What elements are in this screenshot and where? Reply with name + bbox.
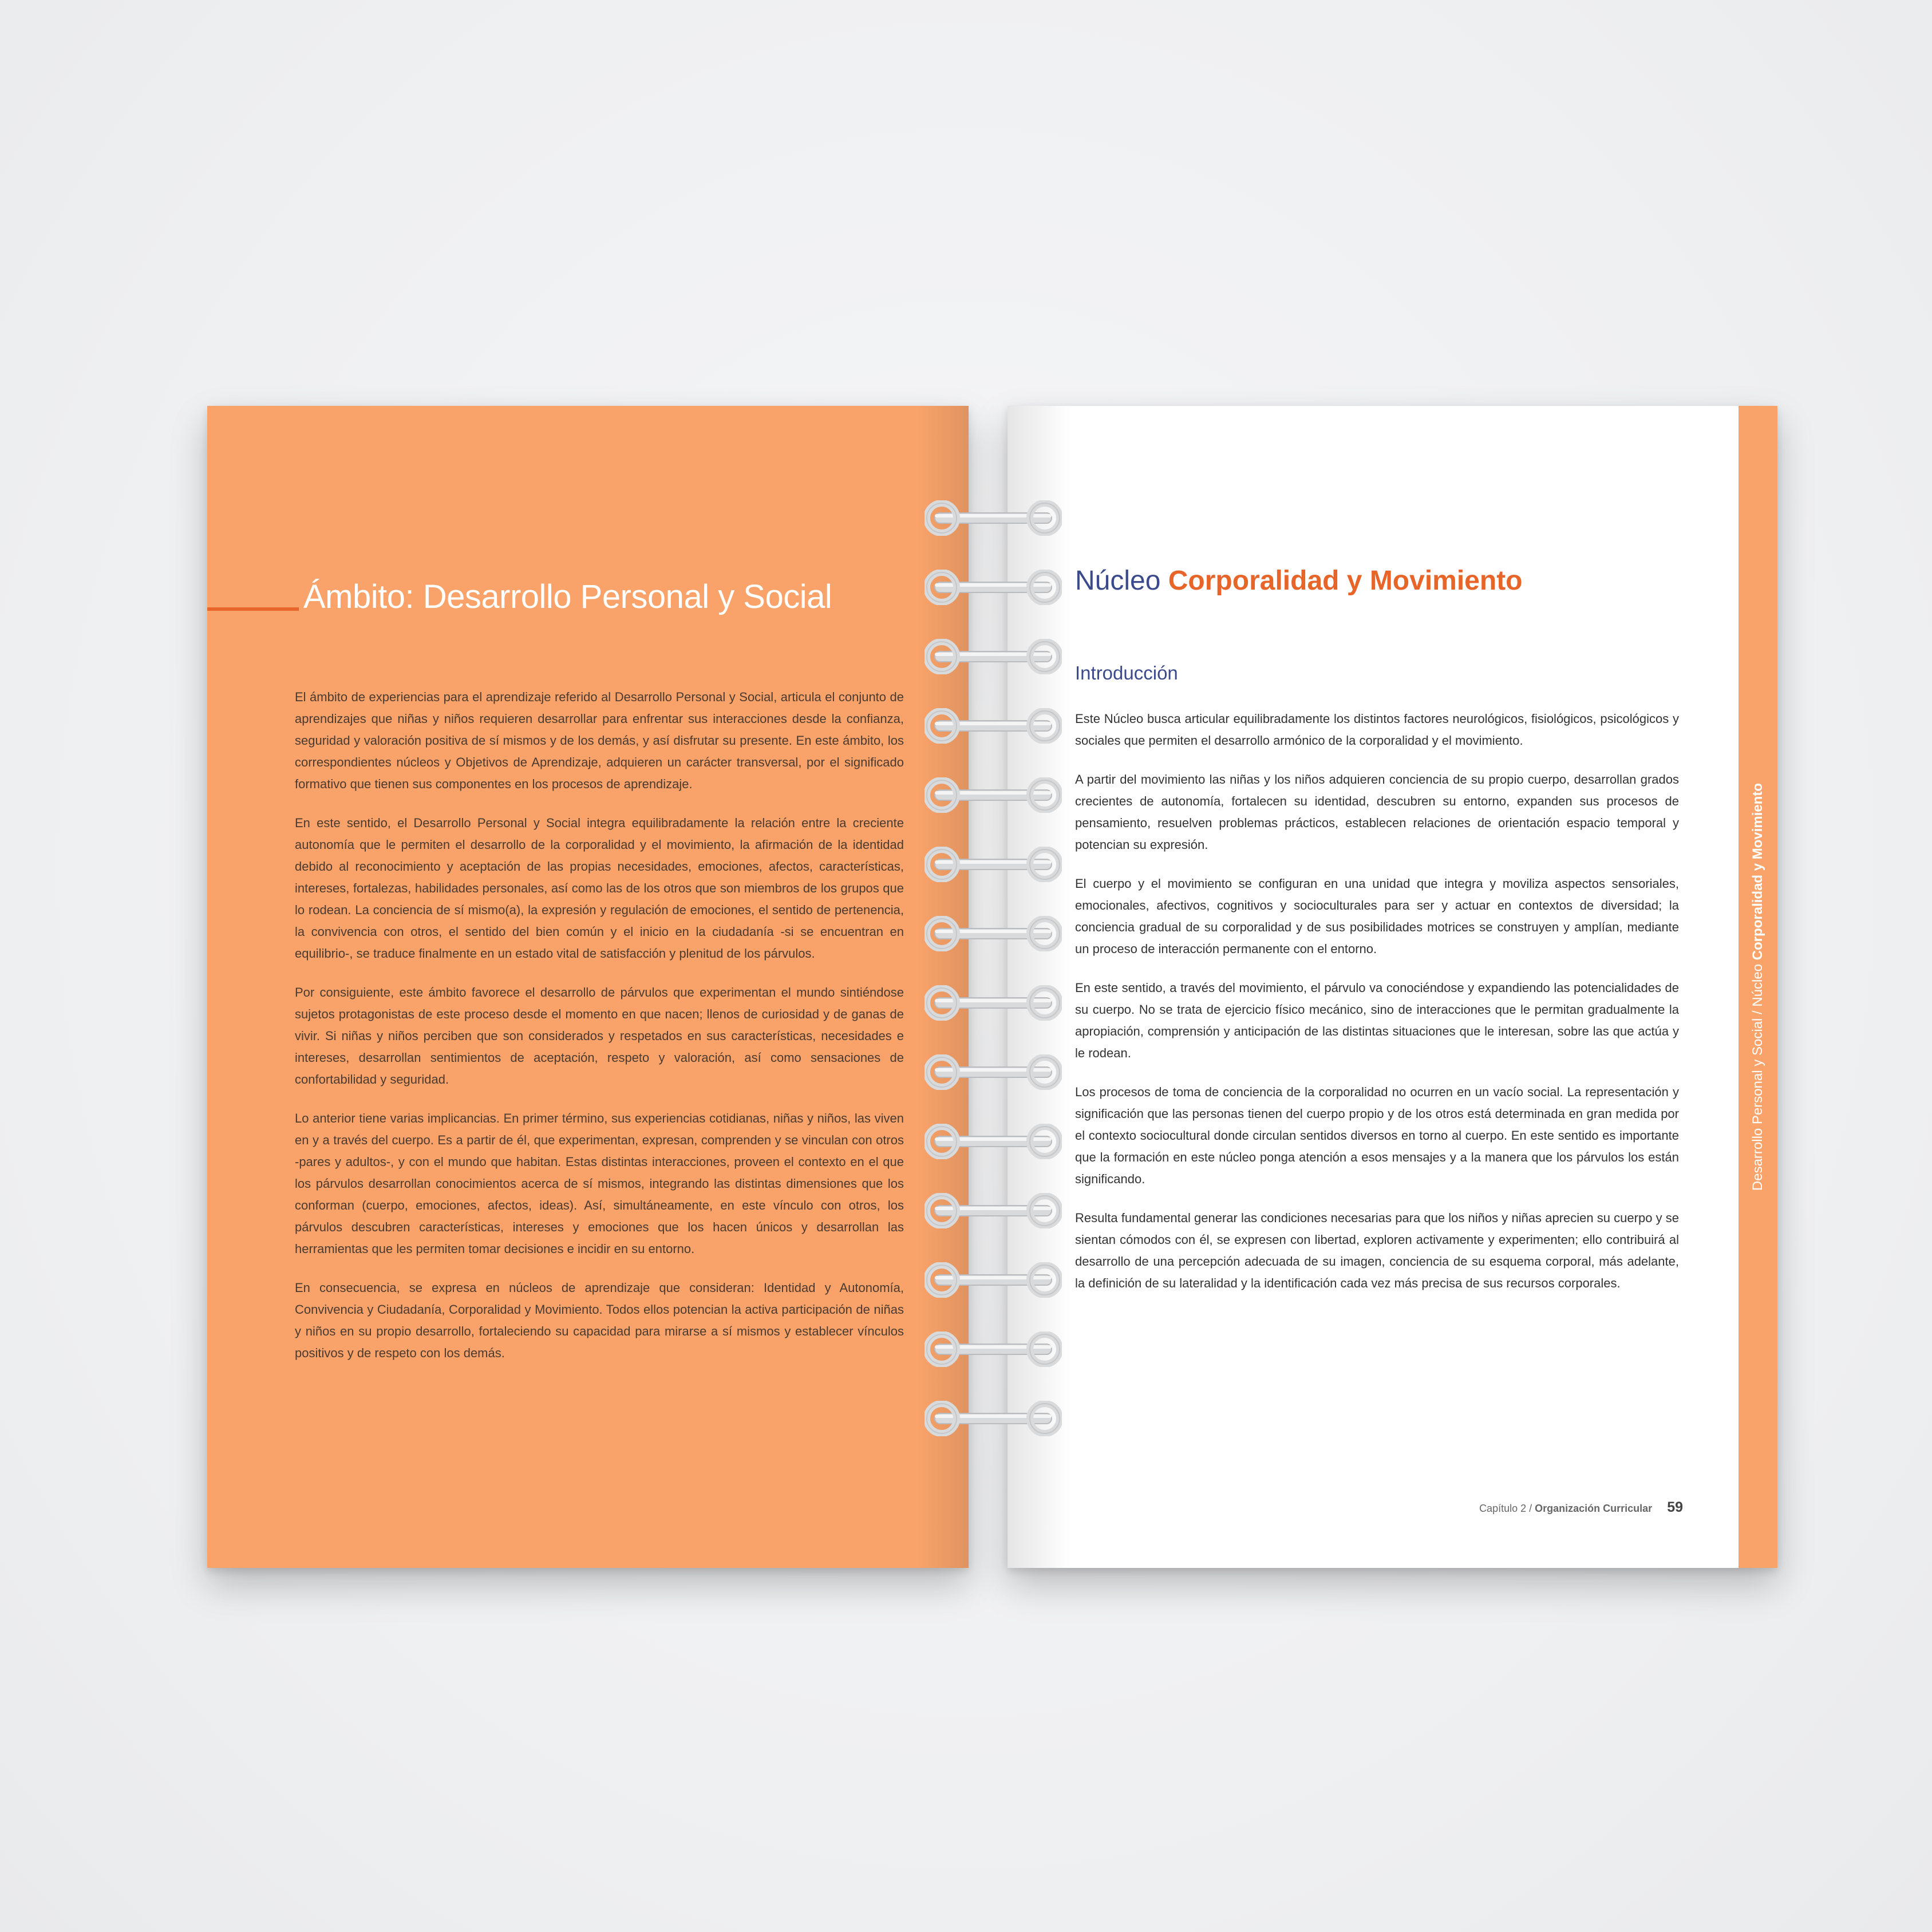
right-paragraph: A partir del movimiento las niñas y los niños adquieren conciencia de su propio cuerpo, desarrollan grados crecientes de autonomía, fortalecen su identidad, descubren su entorno, expanden sus procesos de pensamiento, resuelven problemas prácticos, establecen relaciones de orientación espacio temporal y potencian su expresión. bbox=[1075, 772, 1679, 852]
right-paragraph: Los procesos de toma de conciencia de la corporalidad no ocurren en un vacío social. La representación y significación que las personas tienen del cuerpo propio y de los otros está determinada en gran medida por el contexto sociocultural donde circulan sentidos diversos en torno al cuerpo. En este sentido es importante que la formación en este núcleo ponga atención a esos mensajes y a la manera que los párvulos los están significando. bbox=[1075, 1085, 1679, 1186]
right-paragraph: En este sentido, a través del movimiento, el párvulo va conociéndose y expandiendo las potencialidades de su cuerpo. No se trata de ejercicio físico mecánico, sino de interacciones que le permitan gradualmente la apropiación, comprensión y anticipación de las distintas situaciones que le interesan, sobre las que actúa y le rodean. bbox=[1075, 981, 1679, 1060]
left-paragraph: Lo anterior tiene varias implicancias. En primer término, sus experiencias cotidianas, niñas y niños, las viven en y a través del cuerpo. Es a partir de él, que experimentan, expresan, comprenden y se vinculan con otros -pares y adultos-, y con el mundo que habitan. Estas distintas interacciones, proveen el contexto en el que los párvulos desarrollan conocimientos acerca de sí mismos, integrando las distintas dimensiones que los conforman (cuerpo, emociones, afectos, ideas). Así, simultáneamente, en este vínculo con otros, los párvulos descubren características, intereses y emociones que los hacen únicos y desarrollan las herramientas que les permiten tomar decisiones e incidir en su entorno. bbox=[295, 1111, 904, 1256]
side-tab-band bbox=[1739, 406, 1777, 1568]
left-page-body bbox=[295, 686, 904, 1381]
binding-ring bbox=[924, 1401, 1062, 1436]
binding-ring bbox=[924, 1332, 1062, 1367]
binding-ring bbox=[924, 1193, 1062, 1228]
binding-ring bbox=[924, 1262, 1062, 1298]
side-tab-label-light: Desarrollo Personal y Social / Núcleo bbox=[1750, 960, 1765, 1191]
binding-ring bbox=[924, 1054, 1062, 1090]
right-paragraph: Resulta fundamental generar las condiciones necesarias para que los niños y niñas aprecien su cuerpo y se sientan cómodos con él, se expresen con libertad, exploren activamente y experimenten; ello contribuirá al desarrollo de una percepción adecuada de su imagen, conciencia de su esquema corporal, más adelante, la definición de su lateralidad y la identificación cada vez más precisa de sus recursos corporales. bbox=[1075, 1211, 1679, 1290]
right-page bbox=[1008, 406, 1777, 1568]
left-paragraph: El ámbito de experiencias para el aprendizaje referido al Desarrollo Personal y Social, articula el conjunto de aprendizajes que niñas y niños requieren desarrollar para enfrentar sus interacciones desde la confianza, seguridad y valoración positiva de sí mismos y de los demás, y así disfrutar su presente. En este ámbito, los correspondientes núcleos y Objetivos de Aprendizaje, adquieren un carácter transversal, por el significado formativo que tienen sus componentes en los procesos de aprendizaje. bbox=[295, 690, 904, 791]
side-tab-label bbox=[1750, 783, 1766, 1191]
footer-section: Organización Curricular bbox=[1535, 1503, 1653, 1514]
left-paragraph: En consecuencia, se expresa en núcleos de aprendizaje que consideran: Identidad y Autonomía, Convivencia y Ciudadanía, Corporalidad y Movimiento. Todos ellos potencian la activa participación de niñas y niños en su propio desarrollo, fortaleciendo su capacidad para mirarse a sí mismos y establecer vínculos positivos y de respeto con los demás. bbox=[295, 1281, 904, 1360]
side-tab-label-bold: Corporalidad y Movimiento bbox=[1750, 783, 1765, 961]
binding-ring bbox=[924, 708, 1062, 744]
binding-ring bbox=[924, 500, 1062, 536]
left-page bbox=[207, 406, 969, 1568]
binding-ring bbox=[924, 1124, 1062, 1159]
right-paragraph: Este Núcleo busca articular equilibradamente los distintos factores neurológicos, fisiológicos, psicológicos y sociales que permiten el desarrollo armónico de la corporalidad y el movimiento. bbox=[1075, 712, 1679, 748]
binding-ring bbox=[924, 985, 1062, 1021]
right-page-title bbox=[1075, 565, 1523, 596]
title-main: Corporalidad y Movimiento bbox=[1168, 566, 1523, 596]
binding-ring bbox=[924, 916, 1062, 951]
right-page-body bbox=[1075, 708, 1679, 1311]
binding-ring bbox=[924, 639, 1062, 674]
page-number: 59 bbox=[1667, 1499, 1683, 1515]
section-subtitle: Introducción bbox=[1075, 662, 1178, 683]
right-paragraph: El cuerpo y el movimiento se configuran en una unidad que integra y moviliza aspectos sensoriales, emocionales, afectivos, cognitivos y socioculturales para ser y actuar en contextos de diversidad; la conciencia gradual de su corporalidad y de sus posibilidades motrices se construyen y amplían, mediante un proceso de interacción permanente con el entorno. bbox=[1075, 876, 1679, 956]
footer-chapter: Capítulo 2 / bbox=[1479, 1503, 1535, 1514]
title-accent-line bbox=[207, 607, 299, 611]
left-page-title: Ámbito: Desarrollo Personal y Social bbox=[303, 578, 832, 615]
binding-ring bbox=[924, 847, 1062, 882]
page-footer bbox=[1479, 1499, 1683, 1516]
left-paragraph: En este sentido, el Desarrollo Personal y Social integra equilibradamente la relación entre la creciente autonomía que le permiten el desarrollo de la corporalidad y el movimiento, la afirmación de la identidad debido al reconocimiento y aceptación de las propias necesidades, emociones, afectos, características, intereses, fortalezas, habilidades personales, así como las de los otros que son miembros de los grupos que lo rodean. La conciencia de sí mismo(a), la expresión y regulación de emociones, el sentido de pertenencia, la convivencia con otros, el sentido del bien común y el inicio en la ciudadanía -si se encuentran en equilibrio-, se traduce finalmente en un estado vital de satisfacción y plenitud de los párvulos. bbox=[295, 816, 904, 961]
binding-ring bbox=[924, 777, 1062, 813]
left-paragraph: Por consiguiente, este ámbito favorece el desarrollo de párvulos que experimentan el mundo sintiéndose sujetos protagonistas de este proceso desde el momento en que nacen; llenos de curiosidad y de ganas de vivir. Si niñas y niños perciben que son considerados y respetados en sus características, necesidades e intereses, desarrollan sentimientos de aceptación, respeto y valoración, así como sensaciones de confortabilidad y seguridad. bbox=[295, 985, 904, 1086]
binding-ring bbox=[924, 570, 1062, 605]
title-prefix: Núcleo bbox=[1075, 566, 1161, 596]
